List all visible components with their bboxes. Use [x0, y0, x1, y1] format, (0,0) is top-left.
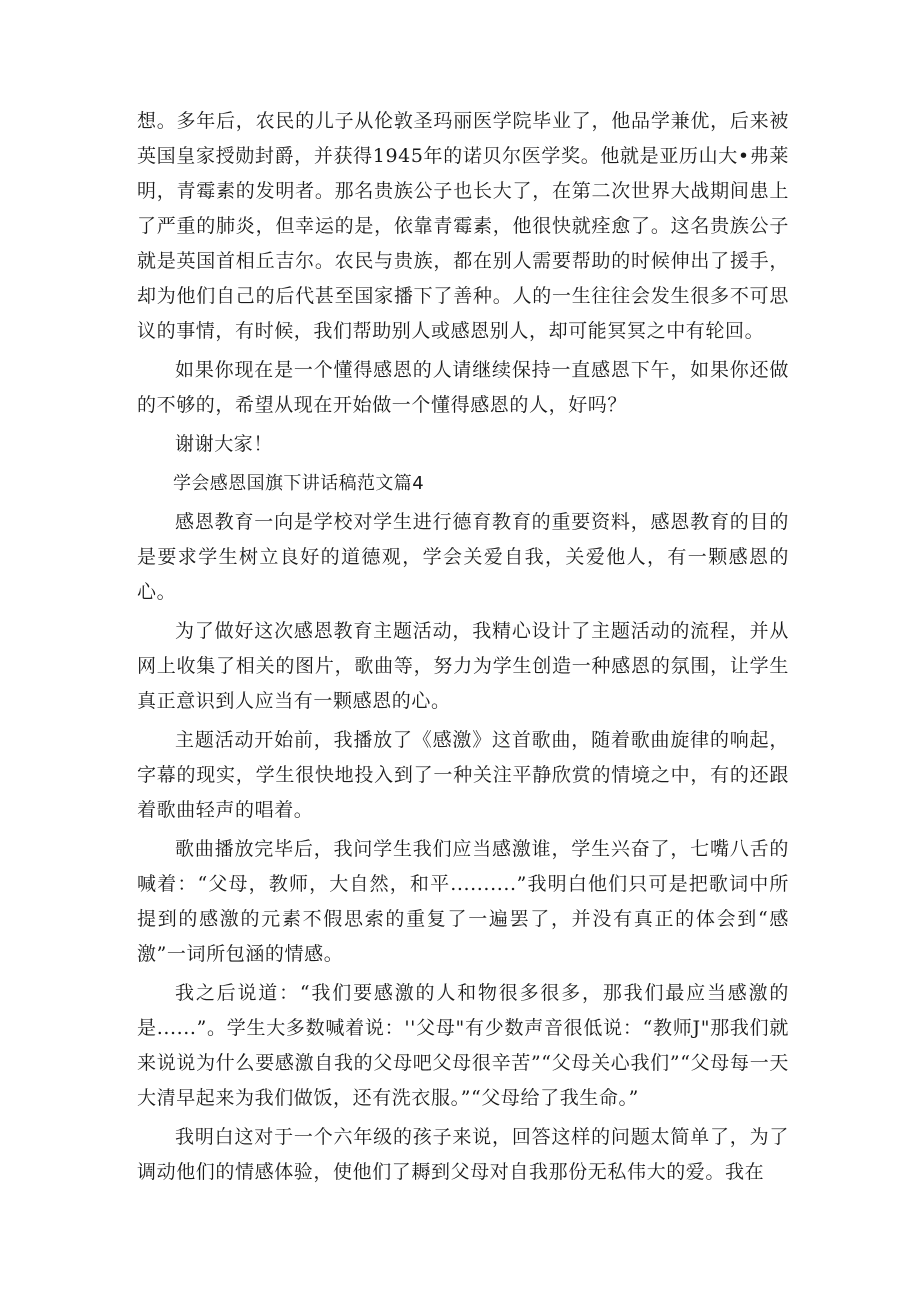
paragraph-gratitude-education: 感恩教育一向是学校对学生进行德育教育的重要资料，感恩教育的目的是要求学生树立良好的道德观，学会关爱自我，关爱他人，有一颗感恩的心。 — [137, 511, 789, 603]
document-body — [137, 104, 789, 1194]
paragraph-activity-design: 为了做好这次感恩教育主题活动，我精心设计了主题活动的流程，并从网上收集了相关的图片，歌曲等，努力为学生创造一种感恩的氛围，让学生真正意识到人应当有一颗感恩的心。 — [137, 620, 789, 712]
paragraph-emotional-experience: 我明白这对于一个六年级的孩子来说，回答这样的问题太简单了，为了调动他们的情感体验，使他们了耨到父母对自我那份无私伟大的爱。我在 — [137, 1126, 789, 1183]
section-heading: 学会感恩国旗下讲话稿范文篇4 — [173, 473, 425, 494]
paragraph-thanks: 谢谢大家！ — [175, 433, 274, 455]
paragraph-penicillin-story: 想。多年后，农民的儿子从伦敦圣玛丽医学院毕业了，他品学兼优，后来被英国皇家授勋封爵，并获得1945年的诺贝尔医学奖。他就是亚历山大•弗莱明，青霉素的发明者。那名贵族公子也长大了，在第二次世界大战期间患上了严重的肺炎，但幸运的是，依靠青霉素，他很快就痊愈了。这名贵族公子就是英国首相丘吉尔。农民与贵族，都在别人需要帮助的时候伸出了援手，却为他们自己的后代甚至国家播下了善种。人的一生往往会发生很多不可思议的事情，有时候，我们帮助别人或感恩别人，却可能冥冥之中有轮回。 — [137, 110, 789, 342]
paragraph-parents-discussion: 我之后说道：“我们要感激的人和物很多很多，那我们最应当感激的是......”。学生大多数喊着说：''父母"有少数声音很低说：“教师J"那我们就来说说为什么要感激自我的父母吧父母很辛苦”“父母关心我们”“父母每一天大清早起来为我们做饭，还有洗衣服。”“父母给了我生命。” — [137, 982, 789, 1109]
paragraph-song-playback: 主题活动开始前，我播放了《感激》这首歌曲，随着歌曲旋律的响起，字幕的现实，学生很快地投入到了一种关注平静欣赏的情境之中，有的还跟着歌曲轻声的唱着。 — [137, 729, 789, 821]
paragraph-closing-appeal: 如果你现在是一个懂得感恩的人请继续保持一直感恩下午，如果你还做的不够的，希望从现在开始做一个懂得感恩的人，好吗？ — [137, 359, 789, 416]
paragraph-student-responses: 歌曲播放完毕后，我问学生我们应当感激谁，学生兴奋了，七嘴八舌的喊着：“父母，教师，大自然，和平..........”我明白他们只可是把歌词中所提到的感激的元素不假思索的重复了一遍罢了，并没有真正的体会到“感激”一词所包涵的情感。 — [137, 838, 789, 965]
